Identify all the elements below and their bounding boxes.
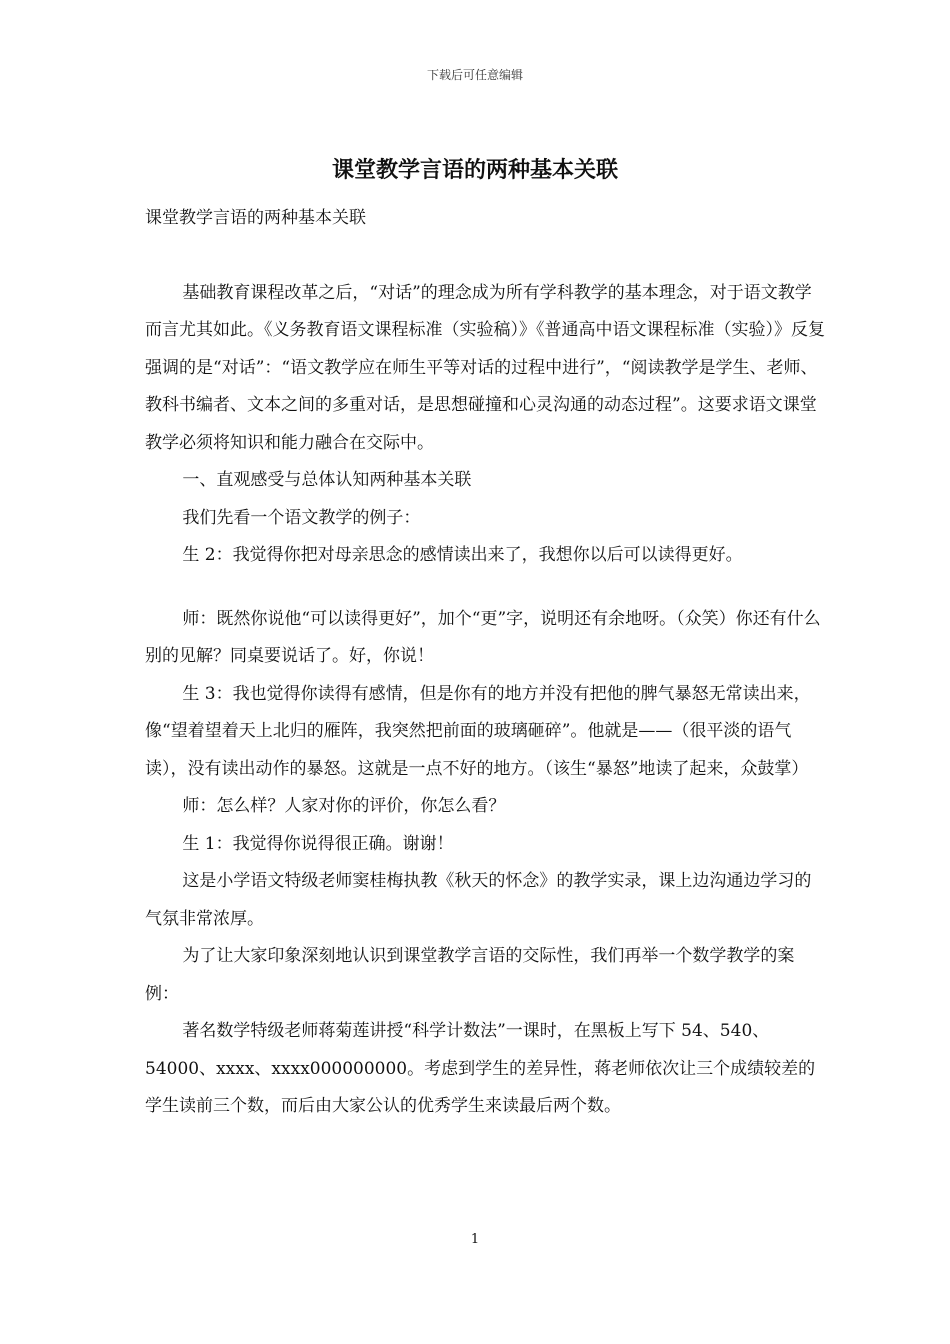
paragraph-commentary: 这是小学语文特级老师窦桂梅执教《秋天的怀念》的教学实录，课上边沟通边学习的气氛非常浓厚。 bbox=[145, 871, 812, 929]
header-note: 下载后可任意编辑 bbox=[426, 68, 523, 82]
paragraph-example-lead: 我们先看一个语文教学的例子： bbox=[182, 507, 421, 528]
paragraph-math-lead: 为了让大家印象深刻地认识到课堂教学言语的交际性，我们再举一个数学教学的案例： bbox=[145, 946, 795, 1004]
dialogue-student-2: 生 2：我觉得你把对母亲思念的感情读出来了，我想你以后可以读得更好。 bbox=[182, 545, 743, 565]
document-subtitle: 课堂教学言语的两种基本关联 bbox=[145, 208, 366, 228]
document-body bbox=[145, 200, 825, 1126]
paragraph-math-case: 著名数学特级老师蒋菊莲讲授“科学计数法”一课时，在黑板上写下 54、540、54000、xxxx、xxxx000000000。考虑到学生的差异性，蒋老师依次让三个成绩较差的学生读前三个数，而后由大家公认的优秀学生来读最后两个数。 bbox=[145, 1021, 816, 1116]
dialogue-teacher-2: 师：怎么样？人家对你的评价，你怎么看？ bbox=[182, 796, 506, 816]
paragraph-intro: 基础教育课程改革之后，“对话”的理念成为所有学科教学的基本理念，对于语文教学而言尤其如此。《义务教育语文课程标准（实验稿）》《普通高中语文课程标准（实验）》反复强调的是“对话”：“语文教学应在师生平等对话的过程中进行”，“阅读教学是学生、老师、教科书编者、文本之间的多重对话，是思想碰撞和心灵沟通的动态过程”。这要求语文课堂教学必须将知识和能力融合在交际中。 bbox=[145, 282, 825, 453]
dialogue-student-1: 生 1：我觉得你说得很正确。谢谢！ bbox=[182, 833, 454, 854]
dialogue-student-3: 生 3：我也觉得你读得有感情，但是你有的地方并没有把他的脾气暴怒无常读出来，像“望着望着天上北归的雁阵，我突然把前面的玻璃砸碎”。他就是——（很平淡的语气读），没有读出动作的暴怒。这就是一点不好的地方。（该生“暴怒”地读了起来，众鼓掌） bbox=[145, 683, 811, 779]
blank-line bbox=[145, 238, 825, 275]
section-heading: 一、直观感受与总体认知两种基本关联 bbox=[182, 470, 472, 490]
page-number: 1 bbox=[470, 1232, 480, 1247]
blank-line bbox=[145, 575, 825, 601]
document-title: 课堂教学言语的两种基本关联 bbox=[331, 157, 618, 183]
dialogue-teacher-1: 师：既然你说他“可以读得更好”，加个“更”字，说明还有余地呀。（众笑）你还有什么别的见解？同桌要说话了。好，你说！ bbox=[145, 608, 821, 666]
